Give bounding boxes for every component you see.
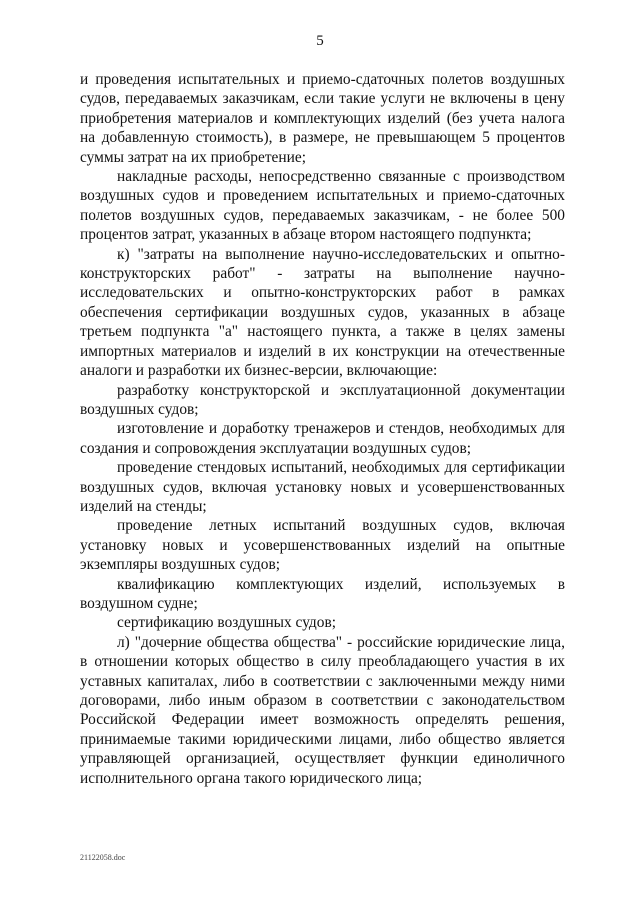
list-item-flight-tests: проведение летных испытаний воздушных судов, включая установку новых и усовершенствованных изделий на опытные экземпляры воздушных судов; (80, 517, 565, 574)
paragraph-continuation: и проведения испытательных и приемо-сдаточных полетов воздушных судов, передаваемых заказчикам, если такие услуги не включены в цену приобретения материалов и комплектующих изделий (без учета налога на добавленную стоимость), в размере, не превышающем 5 процентов суммы затрат на их приобретение; (80, 71, 565, 166)
document-body (80, 70, 565, 788)
page-number: 5 (316, 33, 324, 49)
list-item-documentation: разработку конструкторской и эксплуатационной документации воздушных судов; (80, 381, 565, 418)
list-item-certification: сертификацию воздушных судов; (117, 614, 336, 632)
paragraph-overhead-costs: накладные расходы, непосредственно связанные с производством воздушных судов и проведением испытательных и приемо-сдаточных полетов воздушных судов, передаваемых заказчикам, - не более 500 процентов затрат, указанных в абзаце втором настоящего подпункта; (80, 168, 565, 244)
paragraph-subsidiaries: л) "дочерние общества общества" - российские юридические лица, в отношении которых общество в силу преобладающего участия в их уставных капиталах, либо в соответствии с заключенными между ними договорами, либо иным образом в соответствии с законодательством Российской Федерации имеет возможность определять решения, принимаемые такими юридическими лицами, либо общество является управляющей организацией, осуществляет функции единоличного исполнительного органа такого юридического лица; (80, 633, 565, 787)
paragraph-rnd-costs: к) "затраты на выполнение научно-исследовательских и опытно-конструкторских работ" - затраты на выполнение научно-исследовательских и опытно-конструкторских работ в рамках обеспечения сертификации воздушных судов, указанных в абзаце третьем подпункта "а" настоящего пункта, а также в целях замены импортных материалов и изделий в их конструкции на отечественные аналоги и разработки их бизнес-версии, включающие: (80, 245, 565, 380)
list-item-qualification: квалификацию комплектующих изделий, используемых в воздушном судне; (80, 575, 565, 612)
footer-file-name: 21122058.doc (80, 853, 126, 862)
list-item-bench-tests: проведение стендовых испытаний, необходимых для сертификации воздушных судов, включая установку новых и усовершенствованных изделий на стенды; (80, 459, 565, 515)
list-item-simulators: изготовление и доработку тренажеров и стендов, необходимых для создания и сопровождения эксплуатации воздушных судов; (80, 420, 565, 457)
